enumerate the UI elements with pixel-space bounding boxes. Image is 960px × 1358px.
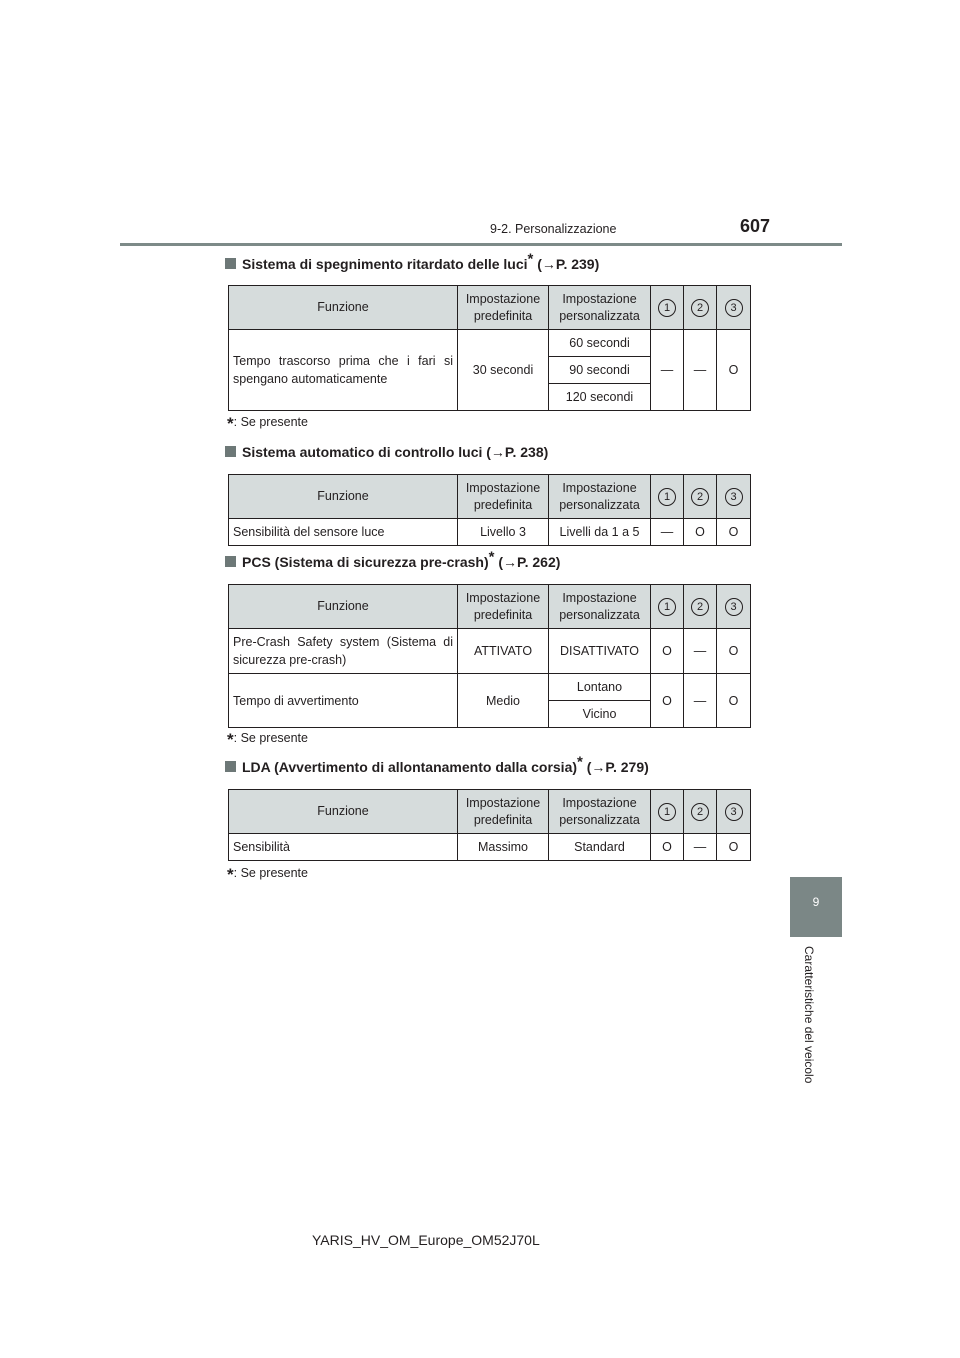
row-method-3: O — [717, 834, 751, 861]
column-header-funzione: Funzione — [229, 475, 458, 519]
row-custom-option: Standard — [549, 834, 651, 861]
section-title-pcs — [225, 548, 561, 570]
column-header-custom: Impostazione personalizzata — [549, 475, 651, 519]
footnote — [227, 865, 308, 885]
row-custom-option: 90 secondi — [549, 357, 651, 384]
square-bullet-icon — [225, 556, 236, 567]
circled-1-icon: 1 — [658, 598, 676, 616]
row-funzione: Tempo trascorso prima che i fari si spengano automaticamente — [229, 330, 458, 411]
row-method-2: — — [684, 674, 717, 728]
document-code-footer: YARIS_HV_OM_Europe_OM52J70L — [312, 1232, 540, 1248]
row-method-1: O — [651, 834, 684, 861]
footnote-star: * — [577, 753, 583, 771]
column-header-method-3 — [717, 475, 751, 519]
column-header-funzione: Funzione — [229, 790, 458, 834]
table-row — [229, 519, 751, 546]
column-header-method-1 — [651, 585, 684, 629]
row-method-1: O — [651, 674, 684, 728]
row-method-2: — — [684, 330, 717, 411]
square-bullet-icon — [225, 446, 236, 457]
column-header-method-2 — [684, 286, 717, 330]
settings-table-delayed-lights — [228, 285, 751, 411]
row-funzione: Pre-Crash Safety system (Sistema di sicurezza pre-crash) — [229, 629, 458, 674]
column-header-method-3 — [717, 286, 751, 330]
circled-3-icon: 3 — [725, 803, 743, 821]
circled-1-icon: 1 — [658, 488, 676, 506]
table-header-row — [229, 475, 751, 519]
row-custom-option: 120 secondi — [549, 384, 651, 411]
row-custom-option: Livelli da 1 a 5 — [549, 519, 651, 546]
column-header-default: Impostazione predefinita — [458, 585, 549, 629]
row-default: Medio — [458, 674, 549, 728]
row-custom-option: Lontano — [549, 674, 651, 701]
square-bullet-icon — [225, 761, 236, 772]
circled-3-icon: 3 — [725, 299, 743, 317]
row-method-2: — — [684, 629, 717, 674]
header-divider — [120, 243, 842, 246]
column-header-default: Impostazione predefinita — [458, 475, 549, 519]
row-custom-option: DISATTIVATO — [549, 629, 651, 674]
circled-3-icon: 3 — [725, 598, 743, 616]
chapter-number: 9 — [812, 895, 820, 909]
row-method-2: O — [684, 519, 717, 546]
row-method-2: — — [684, 834, 717, 861]
chapter-label: Caratteristiche del veicolo — [802, 946, 816, 1084]
column-header-method-1 — [651, 790, 684, 834]
table-header-row — [229, 286, 751, 330]
column-header-method-3 — [717, 585, 751, 629]
column-header-funzione: Funzione — [229, 286, 458, 330]
settings-table-auto-light-control — [228, 474, 751, 546]
circled-3-icon: 3 — [725, 488, 743, 506]
page-reference: (→P. 239) — [537, 256, 600, 272]
column-header-method-3 — [717, 790, 751, 834]
section-title-auto-light-control — [225, 444, 548, 460]
column-header-method-1 — [651, 475, 684, 519]
table-row — [229, 834, 751, 861]
column-header-default: Impostazione predefinita — [458, 790, 549, 834]
row-default: ATTIVATO — [458, 629, 549, 674]
footnote-star: * — [227, 730, 234, 749]
square-bullet-icon — [225, 258, 236, 269]
table-row — [229, 674, 751, 701]
footnote-star: * — [227, 865, 234, 884]
page-reference: (→P. 238) — [486, 444, 549, 460]
row-custom-option: 60 secondi — [549, 330, 651, 357]
circled-2-icon: 2 — [691, 299, 709, 317]
page-number: 607 — [740, 216, 771, 236]
row-method-3: O — [717, 629, 751, 674]
column-header-method-2 — [684, 585, 717, 629]
chapter-tab — [790, 877, 842, 937]
column-header-custom: Impostazione personalizzata — [549, 286, 651, 330]
section-title-text: LDA (Avvertimento di allontanamento dalla corsia) — [242, 759, 578, 775]
section-title-text: Sistema di spegnimento ritardato delle luci — [242, 256, 528, 272]
circled-1-icon: 1 — [658, 299, 676, 317]
column-header-method-1 — [651, 286, 684, 330]
row-method-1: — — [651, 330, 684, 411]
circled-1-icon: 1 — [658, 803, 676, 821]
section-title-text: PCS (Sistema di sicurezza pre-crash) — [242, 554, 489, 570]
running-header-section: 9-2. Personalizzazione — [490, 222, 617, 236]
column-header-custom: Impostazione personalizzata — [549, 790, 651, 834]
table-row — [229, 330, 751, 357]
footnote — [227, 730, 308, 750]
section-title-delayed-lights — [225, 250, 600, 272]
circled-2-icon: 2 — [691, 598, 709, 616]
row-method-3: O — [717, 674, 751, 728]
column-header-default: Impostazione predefinita — [458, 286, 549, 330]
footnote-text: : Se presente — [233, 731, 308, 745]
row-method-3: O — [717, 330, 751, 411]
row-funzione: Tempo di avvertimento — [229, 674, 458, 728]
row-custom-option: Vicino — [549, 701, 651, 728]
footnote — [227, 414, 308, 434]
row-method-1: O — [651, 629, 684, 674]
column-header-method-2 — [684, 475, 717, 519]
settings-table-pcs — [228, 584, 751, 728]
table-header-row — [229, 585, 751, 629]
page-reference: (→P. 279) — [586, 759, 649, 775]
table-header-row — [229, 790, 751, 834]
row-method-3: O — [717, 519, 751, 546]
row-funzione: Sensibilità del sensore luce — [229, 519, 458, 546]
row-default: Massimo — [458, 834, 549, 861]
section-title-lda — [225, 753, 649, 775]
row-default: Livello 3 — [458, 519, 549, 546]
section-title-text: Sistema automatico di controllo luci — [242, 444, 483, 460]
footnote-star: * — [527, 250, 534, 268]
footnote-star: * — [227, 414, 234, 433]
column-header-funzione: Funzione — [229, 585, 458, 629]
footnote-text: : Se presente — [233, 415, 308, 429]
column-header-method-2 — [684, 790, 717, 834]
page-reference: (→P. 262) — [498, 554, 561, 570]
row-method-1: — — [651, 519, 684, 546]
footnote-star: * — [488, 548, 495, 566]
row-funzione: Sensibilità — [229, 834, 458, 861]
circled-2-icon: 2 — [691, 803, 709, 821]
circled-2-icon: 2 — [691, 488, 709, 506]
settings-table-lda — [228, 789, 751, 861]
row-default: 30 secondi — [458, 330, 549, 411]
footnote-text: : Se presente — [233, 866, 308, 880]
column-header-custom: Impostazione personalizzata — [549, 585, 651, 629]
table-row — [229, 629, 751, 674]
